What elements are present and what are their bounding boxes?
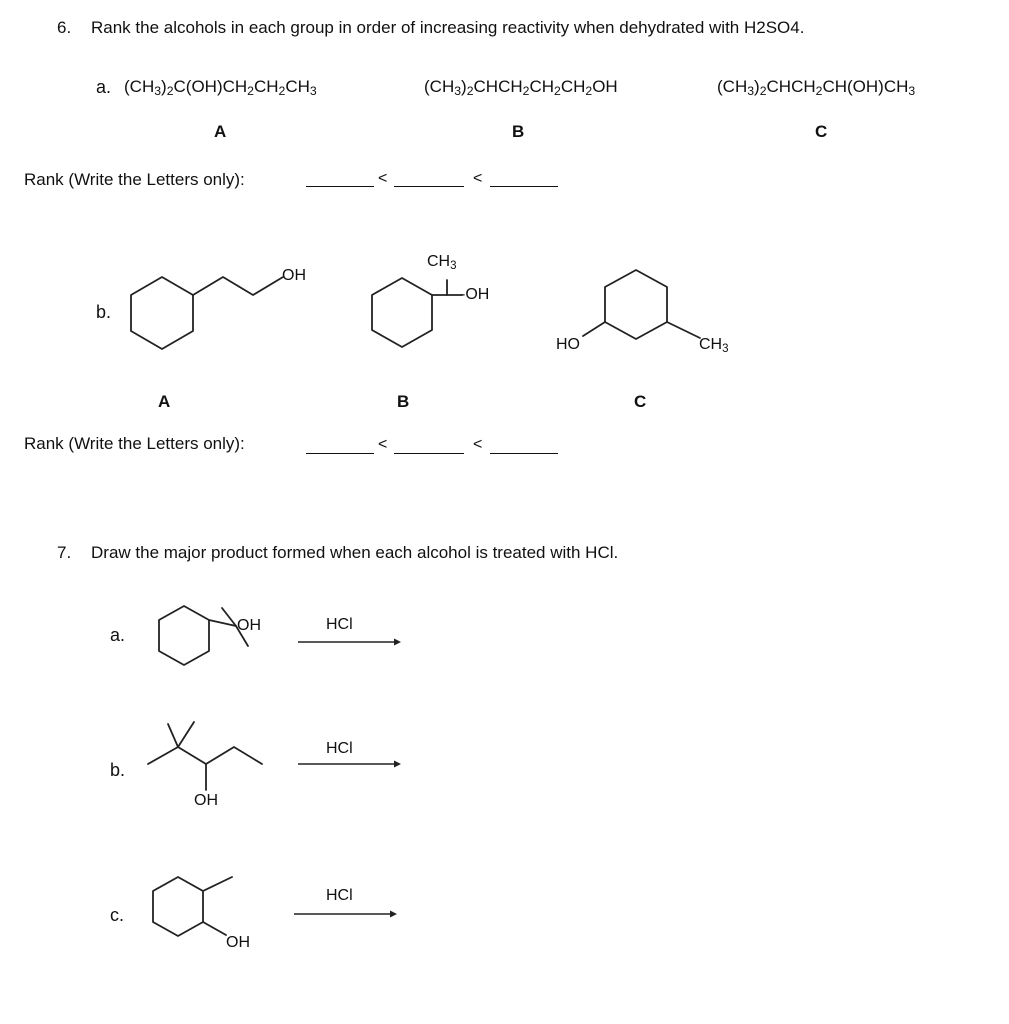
structure-6b-B-oh: -OH (460, 286, 490, 303)
rank-6a-lt-2: < (473, 170, 483, 187)
structure-7c-oh: OH (226, 934, 250, 951)
rank-6b-lt-1: < (378, 436, 388, 453)
structure-7a-oh: OH (237, 617, 261, 634)
question-6-number: 6. (57, 18, 72, 37)
question-6-text: Rank the alcohols in each group in order of increasing reactivity when dehydrated with H2SO4. (91, 18, 805, 37)
compound-6a-B-letter: B (512, 122, 525, 141)
compound-6a-A-formula: $(CH_3)_2C(OH)CH_2CH_2CH_3$ (124, 77, 317, 99)
part-6a-label: a. (96, 77, 112, 97)
reagent-7b: HCl (326, 740, 353, 757)
rank-6b-label: Rank (Write the Letters only): (24, 434, 245, 453)
question-7-number: 7. (57, 543, 72, 562)
structure-6b-A-letter: A (158, 392, 171, 411)
reaction-arrow-7c (294, 908, 399, 920)
part-7a-label: a. (110, 625, 126, 645)
structure-7b-oh: OH (194, 792, 218, 809)
compound-6a-C-formula: $(CH_3)_2CHCH_2CH(OH)CH_3$ (717, 77, 916, 99)
rank-6a-label: Rank (Write the Letters only): (24, 170, 245, 189)
structure-6b-B-ch3: $CH_3$ (427, 253, 457, 272)
compound-6a-C-letter: C (815, 122, 828, 141)
compound-6a-B-formula: $(CH_3)_2CHCH_2CH_2CH_2OH$ (424, 77, 618, 99)
structure-6b-C-letter: C (634, 392, 647, 411)
rank-6b-lt-2: < (473, 436, 483, 453)
reagent-7a: HCl (326, 616, 353, 633)
structure-6b-B-letter: B (397, 392, 410, 411)
rank-6a-lt-1: < (378, 170, 388, 187)
part-7c-label: c. (110, 905, 125, 925)
part-7b-label: b. (110, 760, 126, 780)
structure-6b-C-ho: HO (556, 336, 580, 353)
structure-6b-A-oh: OH (282, 267, 306, 284)
reagent-7c: HCl (326, 887, 353, 904)
part-6b-label: b. (96, 302, 112, 322)
structure-6b-C-ch3: $CH_3$ (699, 336, 729, 355)
question-7-text: Draw the major product formed when each alcohol is treated with HCl. (91, 543, 619, 562)
compound-6a-A-letter: A (214, 122, 227, 141)
